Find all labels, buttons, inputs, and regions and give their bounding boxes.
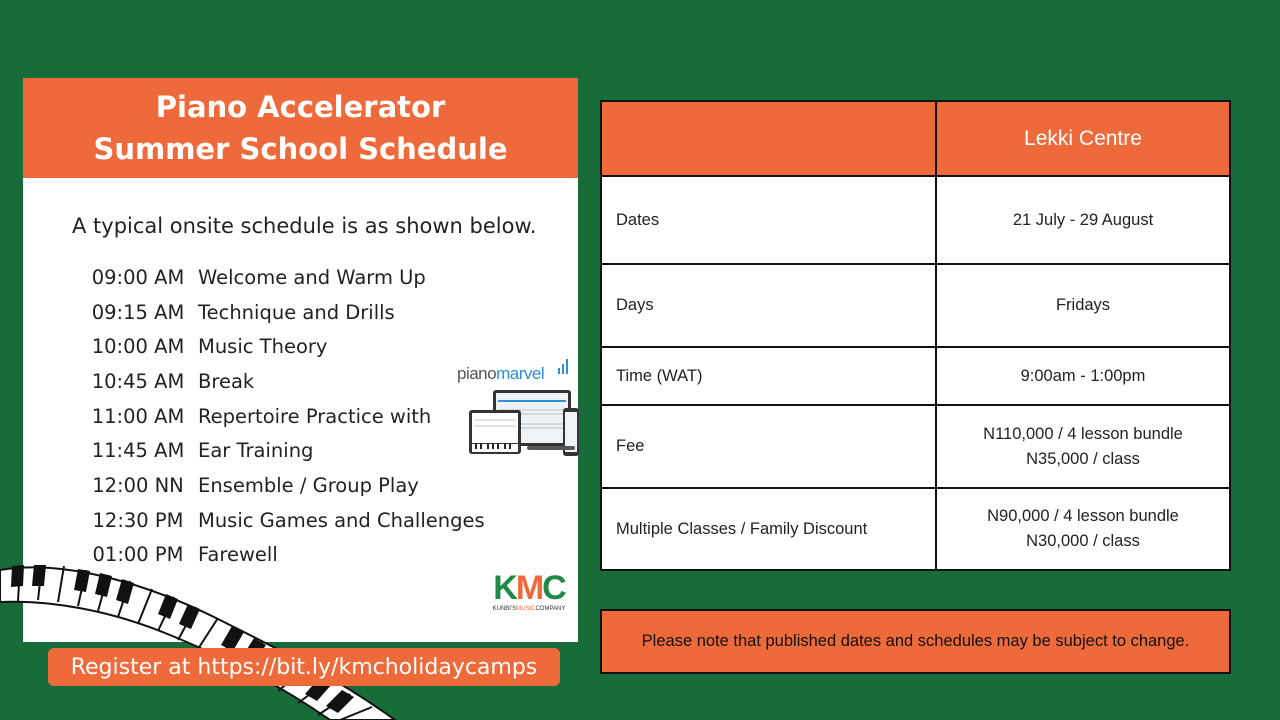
- schedule-row: [78, 433, 518, 468]
- schedule-activity: Technique and Drills: [198, 300, 395, 324]
- centre-details-table: [600, 100, 1231, 571]
- row-value: 9:00am - 1:00pm: [936, 347, 1230, 405]
- table-row: [601, 488, 1230, 570]
- schedule-row: [78, 503, 518, 538]
- pianomarvel-wordmark: pianomarvel: [457, 364, 545, 383]
- schedule-row: [78, 295, 518, 330]
- signal-bars-icon: [557, 358, 571, 374]
- table-header-centre: Lekki Centre: [936, 101, 1230, 176]
- schedule-activity: Music Theory: [198, 335, 328, 359]
- schedule-row: [78, 468, 518, 503]
- schedule-list: [78, 260, 518, 572]
- schedule-time: 11:00 AM: [91, 404, 185, 428]
- schedule-activity: Ensemble / Group Play: [198, 473, 419, 497]
- intro-text: A typical onsite schedule is as shown below.: [72, 214, 537, 238]
- row-label: Dates: [601, 176, 936, 264]
- row-value: Fridays: [936, 264, 1230, 347]
- kmc-logo: [489, 570, 569, 612]
- row-value: N110,000 / 4 lesson bundle N35,000 / class: [936, 405, 1230, 488]
- card-title-line1: Piano Accelerator: [155, 90, 446, 124]
- schedule-time: 01:00 PM: [92, 543, 184, 567]
- schedule-row: [78, 399, 518, 434]
- schedule-time: 10:45 AM: [91, 369, 185, 393]
- schedule-time: 09:15 AM: [91, 300, 185, 324]
- schedule-activity: Welcome and Warm Up: [198, 265, 426, 289]
- schedule-activity: Farewell: [198, 543, 278, 567]
- schedule-time: 11:45 AM: [91, 439, 185, 463]
- card-header: [23, 78, 578, 178]
- kmc-subtitle: KUNBI'SMUSICCOMPANY: [492, 606, 566, 612]
- schedule-row: [78, 364, 518, 399]
- devices-icon: [467, 388, 581, 458]
- piano-keys-decoration: [0, 560, 400, 720]
- row-label: Time (WAT): [601, 347, 936, 405]
- schedule-activity: Music Games and Challenges: [198, 508, 485, 532]
- table-row: [601, 176, 1230, 264]
- schedule-time: 12:00 NN: [92, 473, 184, 497]
- schedule-time: 09:00 AM: [91, 265, 185, 289]
- schedule-row: [78, 260, 518, 295]
- schedule-row: [78, 329, 518, 364]
- table-row: [601, 264, 1230, 347]
- schedule-card: [23, 78, 578, 642]
- schedule-time: 12:30 PM: [92, 508, 184, 532]
- row-label: Fee: [601, 405, 936, 488]
- row-value: 21 July - 29 August: [936, 176, 1230, 264]
- row-label: Multiple Classes / Family Discount: [601, 488, 936, 570]
- schedule-activity: Break: [198, 369, 255, 393]
- kmc-letters: KMC: [493, 569, 565, 607]
- table-header-row: [601, 101, 1230, 176]
- table-row: [601, 347, 1230, 405]
- schedule-time: 10:00 AM: [91, 335, 185, 359]
- register-banner[interactable]: Register at https://bit.ly/kmcholidaycamps: [48, 648, 560, 686]
- row-label: Days: [601, 264, 936, 347]
- table-row: [601, 405, 1230, 488]
- schedule-activity: Ear Training: [198, 439, 314, 463]
- pianomarvel-logo: [453, 356, 583, 466]
- card-title-line2: Summer School Schedule: [93, 132, 508, 166]
- table-header-empty: [601, 101, 936, 176]
- disclaimer-note: Please note that published dates and schedules may be subject to change.: [600, 609, 1231, 674]
- row-value: N90,000 / 4 lesson bundle N30,000 / class: [936, 488, 1230, 570]
- schedule-activity: Repertoire Practice with: [198, 404, 432, 428]
